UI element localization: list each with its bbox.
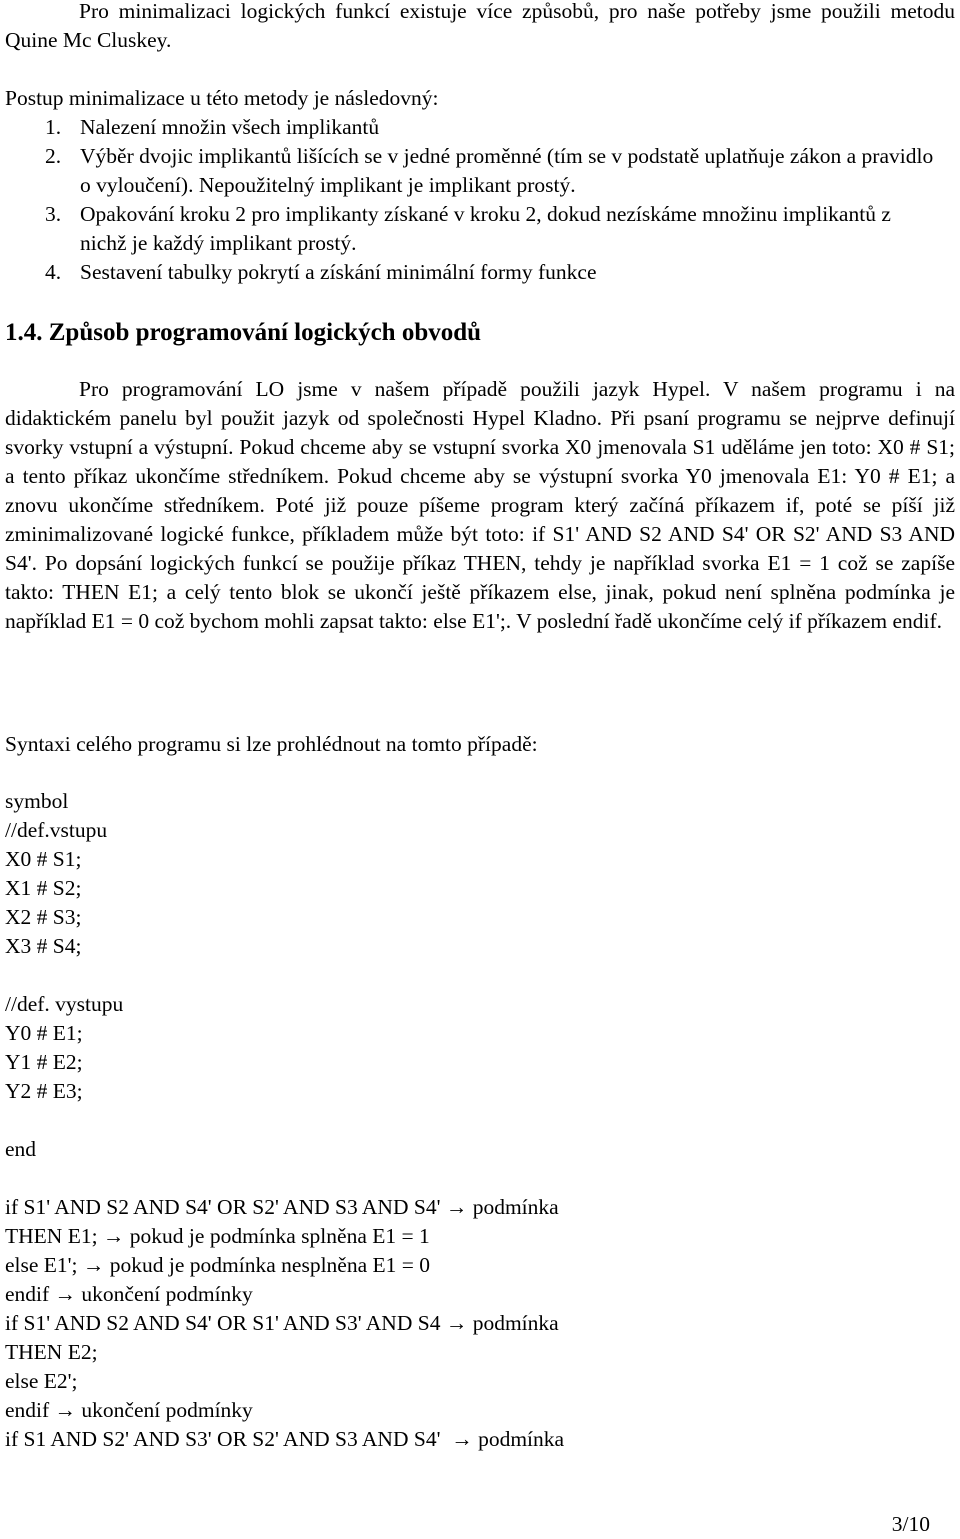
code-line: if S1' AND S2 AND S4' OR S2' AND S3 AND S4' → podmínka	[5, 1195, 559, 1219]
step-number: 3.	[45, 202, 62, 226]
step-text: Nalezení množin všech implikantů	[80, 115, 380, 139]
code-line: X0 # S1;	[5, 847, 82, 871]
step-number: 4.	[45, 260, 62, 284]
step-number: 2.	[45, 144, 62, 168]
list-item	[0, 142, 940, 200]
page-number: 3/10	[891, 1512, 930, 1536]
code-line: //def. vystupu	[5, 992, 124, 1016]
code-line: Y2 # E3;	[5, 1079, 83, 1103]
list-item	[0, 258, 940, 287]
code-line	[5, 1164, 945, 1193]
code-line: end	[5, 1137, 37, 1161]
step-text: Sestavení tabulky pokrytí a získání minimální formy funkce	[80, 260, 597, 284]
code-line: THEN E2;	[5, 1340, 98, 1364]
code-line: else E2';	[5, 1369, 78, 1393]
list-item	[0, 200, 940, 258]
syntax-intro: Syntaxi celého programu si lze prohlédnout na tomto případě:	[5, 732, 538, 756]
code-line: if S1 AND S2' AND S3' OR S2' AND S3 AND S4' → podmínka	[5, 1427, 565, 1451]
code-line: symbol	[5, 789, 69, 813]
list-item	[0, 113, 940, 142]
procedure-label: Postup minimalizace u této metody je následovný:	[5, 86, 439, 110]
code-line	[5, 1106, 945, 1135]
intro-paragraph	[5, 0, 955, 55]
body-paragraph: Pro programování LO jsme v našem případě použili jazyk Hypel. V našem programu i na didaktickém panelu byl použit jazyk od společnosti Hypel Kladno. Při psaní programu se nejprve definují svorky vstupní a výstupní. Pokud chceme aby se vstupní svorka X0 jmenovala S1 uděláme jen toto: X0 # S1; a tento příkaz ukončíme středníkem. Pokud chceme aby se výstupní svorka Y0 jmenovala E1: Y0 # E1; a znovu ukončíme středníkem. Poté již pouze píšeme program který začíná příkazem if, poté se píší již zminimalizované logické funkce, příkladem může být toto: if S1' AND S2 AND S4' OR S2' AND S3 AND S4'. Po dopsání logických funkcí se použije příkaz THEN, tehdy je například svorka E1 = 1 což se zapíše takto: THEN E1; a celý tento blok se ukončí ještě příkazem else, jinak, pokud není splněna podmínka je například E1 = 0 což bychom mohli zapsat takto: else E1';. V poslední řadě ukončíme celý if příkazem endif.	[5, 377, 955, 633]
code-line: X1 # S2;	[5, 876, 82, 900]
step-text: Výběr dvojic implikantů lišících se v jedné proměnné (tím se v podstatě uplatňuje zákon a pravidlo o vyloučení). Nepoužitelný implikant je implikant prostý.	[80, 144, 934, 197]
intro-text: Pro minimalizaci logických funkcí existuje více způsobů, pro naše potřeby jsme použili metodu Quine Mc Cluskey.	[5, 0, 955, 52]
code-line: X2 # S3;	[5, 905, 82, 929]
code-line: //def.vstupu	[5, 818, 108, 842]
code-line: Y1 # E2;	[5, 1050, 83, 1074]
code-line: Y0 # E1;	[5, 1021, 83, 1045]
step-text: Opakování kroku 2 pro implikanty získané v kroku 2, dokud nezískáme množinu implikantů z nichž je každý implikant prostý.	[80, 202, 891, 255]
step-number: 1.	[45, 115, 62, 139]
code-line: if S1' AND S2 AND S4' OR S1' AND S3' AND S4 → podmínka	[5, 1311, 559, 1335]
code-line: endif → ukončení podmínky	[5, 1282, 253, 1306]
section-heading: 1.4. Způsob programování logických obvodů	[5, 319, 482, 346]
code-line: THEN E1; → pokud je podmínka splněna E1 = 1	[5, 1224, 430, 1248]
code-line: endif → ukončení podmínky	[5, 1398, 253, 1422]
code-line: X3 # S4;	[5, 934, 82, 958]
procedure-steps-list	[0, 113, 940, 287]
code-line	[5, 961, 945, 990]
code-listing	[5, 787, 945, 1454]
code-line: else E1'; → pokud je podmínka nesplněna E1 = 0	[5, 1253, 431, 1277]
